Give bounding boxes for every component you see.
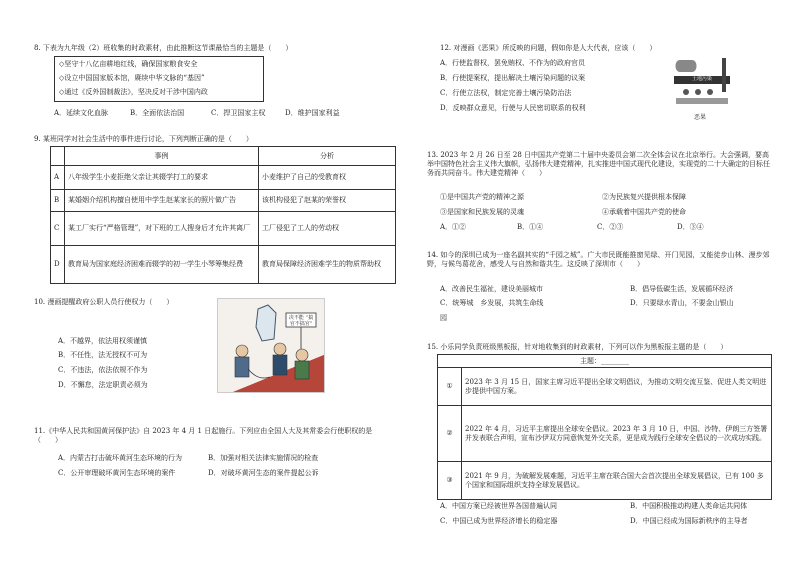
q12-option-b[interactable]: B．行使提案权，提出解决土壤污染问题的议案 (440, 74, 586, 82)
q13-item-2: ②为民族复兴提供根本保障 (602, 193, 686, 201)
q11-option-b[interactable]: B．加强对相关法律实施情况的检查 (208, 454, 319, 462)
table-row[interactable]: A 八年级学生小麦拒绝父亲让其辍学打工的要求 小麦维护了自己的受教育权 (51, 166, 396, 190)
q14-option-b[interactable]: B．倡导低碳生活，发展循环经济 (630, 285, 734, 293)
q8-option-d[interactable]: D．维护国家利益 (285, 109, 340, 117)
cartoon-sign-text: 土地污染 (691, 76, 712, 82)
q14-option-a[interactable]: A．改善民生福祉，建设美丽城市 (440, 285, 544, 293)
q11-option-c[interactable]: C．公开审理破坏黄河生态环境的案件 (58, 469, 176, 477)
q13-stem: 13. 2023 年 2 月 26 日至 28 日中国共产党第二十届中央委员会第二次全体会议在北京举行。大会强调，要高举中国特色社会主义伟大旗帜，弘扬伟大建党精神，扎实推进中国式现代化建设，实现党的二十大确定的目标任务而共同奋斗。伟大建党精神（ ） (427, 151, 770, 177)
q8-option-c[interactable]: C．捍卫国家主权 (211, 109, 266, 117)
q13-item-1: ①是中国共产党的精神之源 (440, 193, 524, 201)
cartoon-illustration (218, 299, 325, 393)
q12-option-a[interactable]: A．行使监督权，罢免贿权、不作为的政府官员 (440, 59, 586, 67)
cartoon-sign-text: 决不能 “搞官不搞官” (288, 315, 314, 327)
q10-option-d[interactable]: D．不懈怠，法定职责必须为 (58, 381, 148, 389)
table-row[interactable]: ③ 2021 年 9 月，为破解发展难题，习近平主席在联合国大会首次提出全球发展倡议，已有 100 多个国家和国际组织支持全球发展倡议。 (438, 462, 772, 500)
q8-stem: 8. 下表为九年级（2）班收集的时政素材，由此推断这节课最恰当的主题是（ ） (34, 44, 293, 52)
q15-topic-line: 主题：________ (438, 355, 772, 368)
table-row[interactable]: ② 2022 年 4 月，习近平主席提出全球安全倡议。2023 年 3 月 10 日，中国、沙特、伊朗三方签署并发表联合声明，宣布沙伊双方同意恢复外交关系，更是成为践行全球安全倡议的一次成功实践。 (438, 406, 772, 462)
q14-stem: 14. 如今的深圳已成为一座名副其实的“千园之城”。广大市民既能推窗见绿、开门见园，又能徒步山林、漫步郊野，与候鸟葛花舍，感受人与自然和谐共生。这反映了深圳市（ ） (427, 251, 770, 268)
q11-option-d[interactable]: D．对破坏黄河生态的案件提起公诉 (208, 469, 319, 477)
q8-option-a[interactable]: A．延续文化血脉 (54, 109, 109, 117)
q9-header-case: 事例 (65, 147, 259, 166)
q8-material-box (54, 56, 264, 102)
q12-cartoon (670, 52, 734, 112)
q8-box-line-3: ◇通过《反外国制裁法》，坚决反对干涉中国内政 (59, 88, 208, 96)
q11-stem: 11.《中华人民共和国黄河保护法》自 2023 年 4 月 1 日起施行。下列应由全国人大及其常委会行使职权的是（ ） (34, 427, 373, 444)
q10-cartoon (217, 298, 325, 393)
q12-stem: 12. 对漫画《恶果》所反映的问题，假如你是人大代表，应该（ ） (440, 44, 657, 52)
table-row[interactable]: B 某婚姻介绍机构擅自使用中学生赵某家长的照片做广告 该机构侵犯了赵某的荣誉权 (51, 190, 396, 212)
q8-box-line-2: ◇设立中国国家版本馆，赓续中华文脉的“基因” (59, 74, 205, 82)
q15-option-c[interactable]: C．中国已成为世界经济增长的稳定器 (440, 517, 558, 525)
q14-option-d[interactable]: D．只要绿水青山，不要金山银山 (630, 299, 734, 307)
q9-stem: 9. 某班同学对社会生活中的事件进行讨论，下列判断正确的是（ ） (34, 135, 253, 143)
q10-option-b[interactable]: B．不任性，法无授权不可为 (58, 351, 148, 359)
q13-option-a[interactable]: A．①② (440, 223, 467, 231)
q9-header-analysis: 分析 (259, 147, 396, 166)
q12-option-d[interactable]: D．反映群众意见，行使与人民密切联系的权利 (440, 104, 586, 112)
table-row[interactable]: ① 2023 年 3 月 15 日，国家主席习近平提出全球文明倡议，为推动文明交流互鉴、促进人类文明进步提供中国方案。 (438, 368, 772, 406)
q13-option-d[interactable]: D．③④ (677, 223, 704, 231)
q14-stem-tail: 园 (440, 314, 447, 322)
q10-option-a[interactable]: A．不越界，依法用权须谨慎 (58, 337, 148, 345)
table-row[interactable]: D 教育局为国家庭经济困难而辍学的初一学生小琴筹集经费 教育局保障经济困难学生的物质帮助权 (51, 246, 396, 284)
q10-option-c[interactable]: C．不违法，依法依规不作为 (58, 366, 148, 374)
q15-option-d[interactable]: D．中国已经成为国际新秩序的主导者 (630, 517, 748, 525)
q13-item-3: ③是国家和民族发展的灵魂 (440, 208, 524, 216)
q15-option-b[interactable]: B．中国积极推动构建人类命运共同体 (630, 502, 748, 510)
q9-table (50, 146, 396, 284)
q10-stem: 10. 漫画提醒政府公职人员行使权力（ ） (34, 298, 174, 306)
q12-cartoon-caption: 恶果 (694, 114, 707, 121)
q13-option-b[interactable]: B．①④ (517, 223, 544, 231)
table-row[interactable]: C 某工厂实行“严格管理”，对下班的工人搜身后才允许其离厂 工厂侵犯了工人的劳动权 (51, 212, 396, 246)
q15-stem: 15. 小乐同学负责班级黑板报，针对地收集到的时政素材，下列可以作为黑板报主题的是（ ） (427, 343, 728, 351)
q8-box-line-1: ◇坚守十八亿亩耕地红线，确保国家粮食安全 (59, 60, 198, 68)
q15-option-a[interactable]: A．中国方案已经被世界各国普遍认同 (440, 502, 558, 510)
q13-option-c[interactable]: C．②③ (597, 223, 624, 231)
q13-item-4: ④承载着中国共产党的使命 (602, 208, 686, 216)
q14-option-c[interactable]: C．统筹城 乡发展，共筑生命线 (440, 299, 544, 307)
q11-option-a[interactable]: A．内蒙古打击破坏黄河生态环境的行为 (58, 454, 183, 462)
q15-table (437, 354, 772, 500)
q12-option-c[interactable]: C．行使立法权，制定完善土壤污染防治法 (440, 89, 572, 97)
q8-option-b[interactable]: B．全面依法治国 (130, 109, 185, 117)
